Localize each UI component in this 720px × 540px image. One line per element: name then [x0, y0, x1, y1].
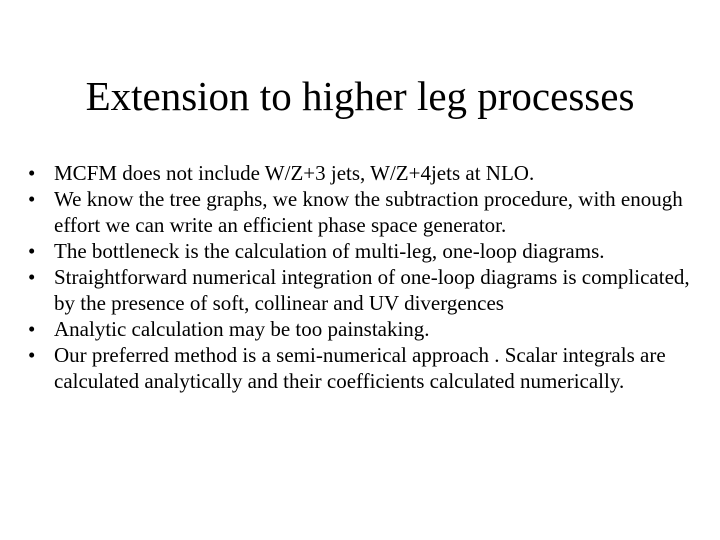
bullet-list: [28, 160, 708, 394]
bullet-text: The bottleneck is the calculation of multi-leg, one-loop diagrams.: [54, 239, 605, 263]
bullet-icon: •: [28, 187, 36, 211]
bullet-item: [28, 342, 708, 394]
bullet-icon: •: [28, 317, 36, 341]
bullet-icon: •: [28, 161, 36, 185]
bullet-text: Our preferred method is a semi-numerical approach . Scalar integrals are calculated analytically and their coefficients calculated numerically.: [54, 343, 666, 393]
bullet-text: MCFM does not include W/Z+3 jets, W/Z+4jets at NLO.: [54, 161, 535, 185]
bullet-item: [28, 238, 708, 264]
bullet-icon: •: [28, 239, 36, 263]
slide-title: Extension to higher leg processes: [85, 73, 635, 119]
bullet-item: [28, 264, 708, 316]
bullet-icon: •: [28, 343, 36, 367]
bullet-item: [28, 316, 708, 342]
bullet-text: Straightforward numerical integration of one-loop diagrams is complicated, by the presence of soft, collinear and UV divergences: [54, 265, 690, 315]
bullet-icon: •: [28, 265, 36, 289]
bullet-item: [28, 186, 708, 238]
bullet-item: [28, 160, 708, 186]
bullet-text: Analytic calculation may be too painstaking.: [54, 317, 430, 341]
bullet-text: We know the tree graphs, we know the subtraction procedure, with enough effort we can write an efficient phase space generator.: [54, 187, 683, 237]
